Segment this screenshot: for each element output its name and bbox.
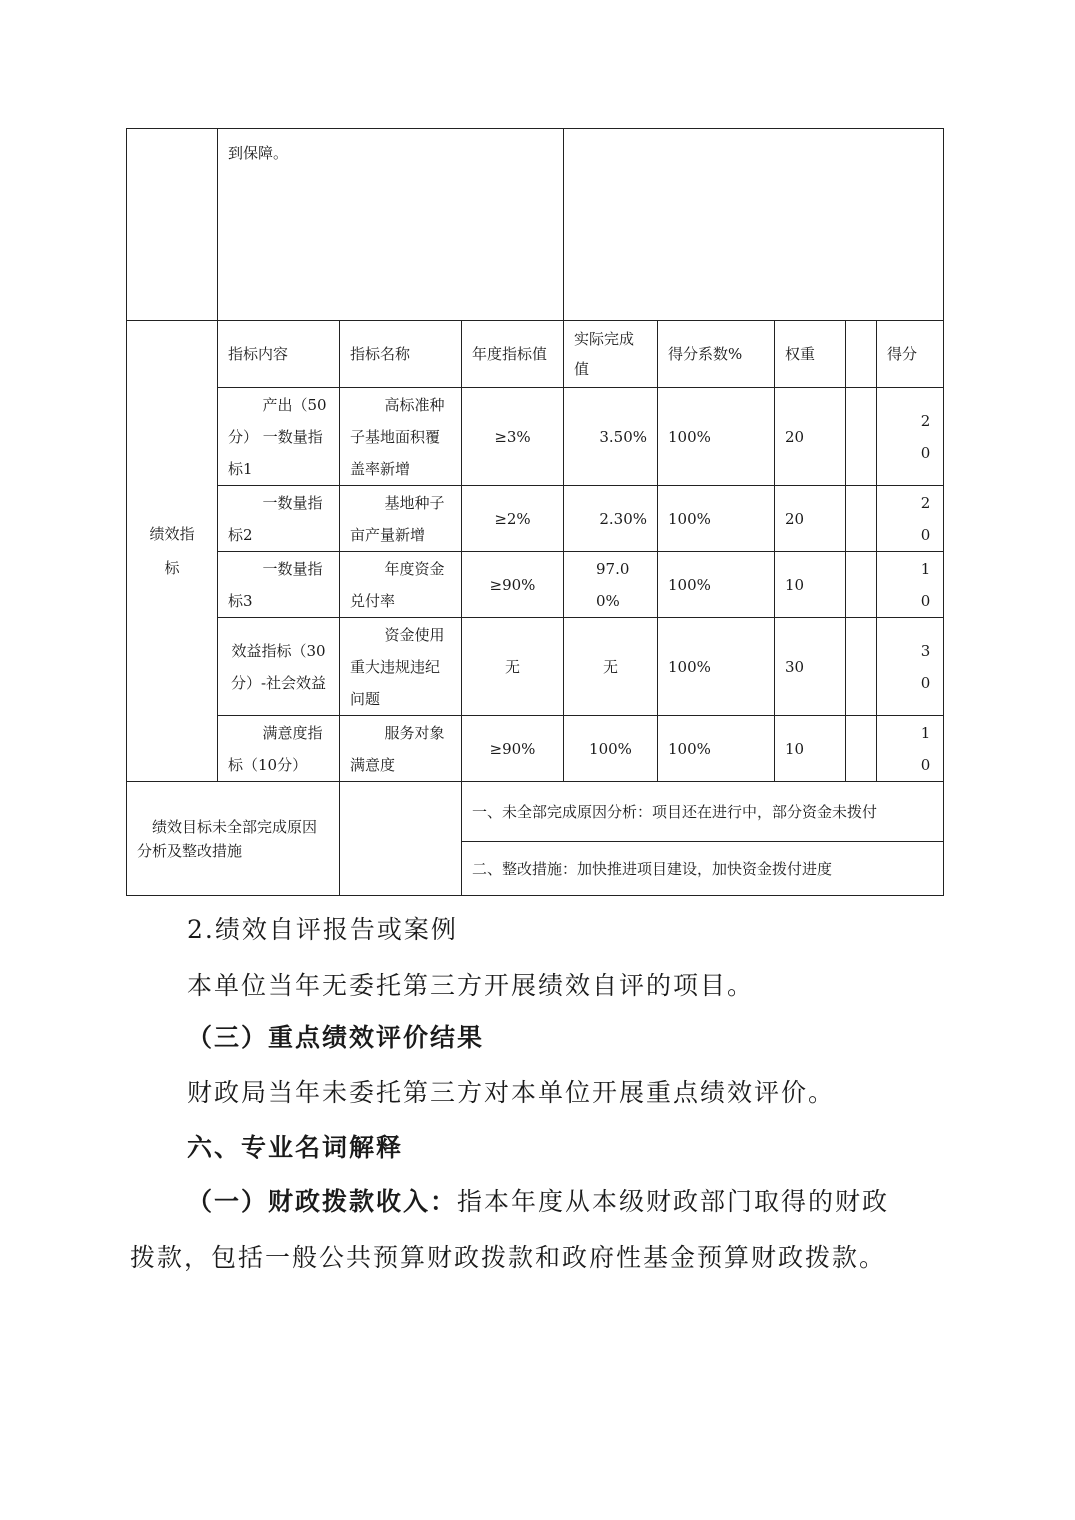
- gap-row: [127, 782, 944, 842]
- indicator-actual: [564, 552, 658, 618]
- indicator-target: 无: [462, 618, 564, 716]
- indicator-weight: 20: [775, 486, 846, 552]
- indicator-content: 满意度指标（10分）: [218, 716, 340, 782]
- header-row: [127, 321, 944, 388]
- indicator-blank: [846, 486, 877, 552]
- indicator-content: 一数量指标3: [218, 552, 340, 618]
- score-text: 10: [920, 723, 931, 774]
- indicator-content: 产出（50分） 一数量指标1: [218, 388, 340, 486]
- indicator-score: [877, 618, 944, 716]
- actual-text: 97.00%: [596, 559, 630, 610]
- indicator-score: [877, 716, 944, 782]
- performance-table: [126, 128, 944, 896]
- paragraph: [187, 1182, 889, 1218]
- section-label: [127, 321, 218, 782]
- section-label-text: 绩效指标: [149, 525, 195, 577]
- cell: [564, 129, 944, 321]
- indicator-name: 资金使用重大违规违纪问题: [340, 618, 462, 716]
- gap-label: [127, 782, 340, 896]
- indicator-coef: 100%: [658, 618, 775, 716]
- indicator-weight: 30: [775, 618, 846, 716]
- indicator-target: ≥2%: [462, 486, 564, 552]
- score-text: 20: [920, 493, 931, 544]
- heading-self-evaluation: 2.绩效自评报告或案例: [187, 915, 458, 944]
- header-cell: 年度指标值: [462, 321, 564, 388]
- header-cell: 实际完成值: [564, 321, 658, 388]
- indicator-coef: 100%: [658, 388, 775, 486]
- continuation-text: 到保障。: [218, 129, 564, 321]
- header-cell: 得分系数%: [658, 321, 775, 388]
- indicator-blank: [846, 388, 877, 486]
- table-row: [127, 716, 944, 782]
- score-text: 10: [920, 559, 931, 610]
- indicator-name: 基地种子亩产量新增: [340, 486, 462, 552]
- indicator-weight: 10: [775, 552, 846, 618]
- paragraph: 本单位当年无委托第三方开展绩效自评的项目。: [187, 971, 755, 1000]
- indicator-coef: 100%: [658, 552, 775, 618]
- continuation-row: [127, 129, 944, 321]
- indicator-name: 服务对象满意度: [340, 716, 462, 782]
- indicator-score: [877, 552, 944, 618]
- gap-measure: 二、整改措施：加快推进项目建设，加快资金拨付进度: [462, 842, 944, 896]
- indicator-actual: 2.30%: [564, 486, 658, 552]
- indicator-weight: 10: [775, 716, 846, 782]
- paragraph: 财政局当年未委托第三方对本单位开展重点绩效评价。: [187, 1078, 836, 1107]
- indicator-name: 年度资金兑付率: [340, 552, 462, 618]
- header-cell: [846, 321, 877, 388]
- header-cell: 指标内容: [218, 321, 340, 388]
- heading-glossary: 六、专业名词解释: [187, 1133, 404, 1162]
- paragraph: 拨款，包括一般公共预算财政拨款和政府性基金预算财政拨款。: [130, 1243, 887, 1272]
- indicator-blank: [846, 716, 877, 782]
- indicator-content: 效益指标（30分）-社会效益: [218, 618, 340, 716]
- header-cell: 权重: [775, 321, 846, 388]
- gap-reason: 一、未全部完成原因分析：项目还在进行中，部分资金未拨付: [462, 782, 944, 842]
- indicator-target: ≥90%: [462, 552, 564, 618]
- cell: [127, 129, 218, 321]
- indicator-actual: 3.50%: [564, 388, 658, 486]
- indicator-score: [877, 486, 944, 552]
- header-cell: 指标名称: [340, 321, 462, 388]
- indicator-target: ≥90%: [462, 716, 564, 782]
- score-text: 30: [920, 641, 931, 692]
- indicator-blank: [846, 618, 877, 716]
- table-row: [127, 552, 944, 618]
- cell: [340, 782, 462, 896]
- indicator-content: 一数量指标2: [218, 486, 340, 552]
- indicator-actual: 100%: [564, 716, 658, 782]
- indicator-score: [877, 388, 944, 486]
- indicator-blank: [846, 552, 877, 618]
- indicator-coef: 100%: [658, 716, 775, 782]
- indicator-name: 高标准种子基地面积覆盖率新增: [340, 388, 462, 486]
- indicator-weight: 20: [775, 388, 846, 486]
- indicator-target: ≥3%: [462, 388, 564, 486]
- term-label: （一）财政拨款收入：: [187, 1187, 458, 1216]
- indicator-actual: 无: [564, 618, 658, 716]
- heading-key-evaluation: （三）重点绩效评价结果: [187, 1023, 485, 1052]
- table-row: [127, 618, 944, 716]
- table-row: [127, 486, 944, 552]
- indicator-coef: 100%: [658, 486, 775, 552]
- score-text: 20: [920, 411, 931, 462]
- gap-label-text: 绩效目标未全部完成原因分析及整改措施: [137, 817, 318, 860]
- table-row: [127, 388, 944, 486]
- header-cell: 得分: [877, 321, 944, 388]
- term-definition: 指本年度从本级财政部门取得的财政: [457, 1187, 890, 1216]
